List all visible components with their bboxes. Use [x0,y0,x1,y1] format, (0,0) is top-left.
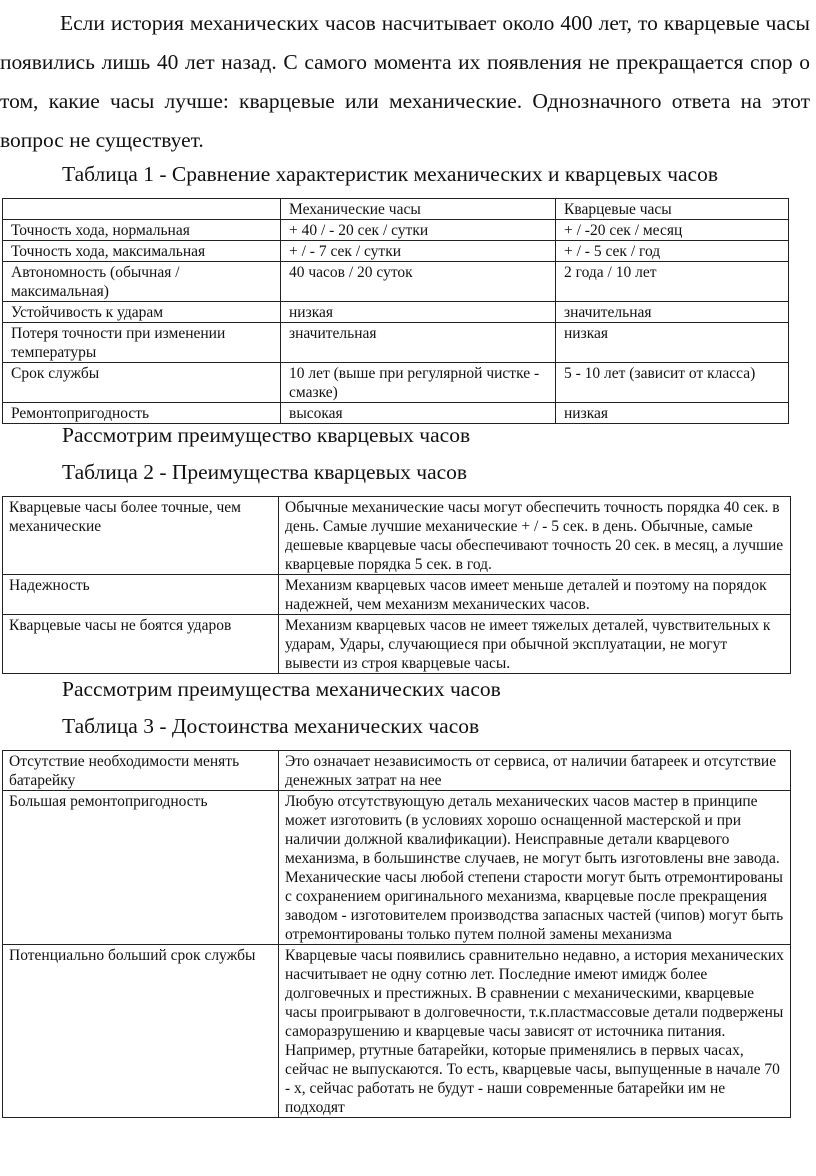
table-cell: + 40 / - 20 сек / сутки [281,220,556,241]
table-cell: Кварцевые часы появились сравнительно недавно, а история механических насчитывает не одну сотню лет. Последние имеют имидж более долговечных и престижных. В сравнении с механическими, кварцевые часы проигрывают в долговечности, т.к.пластмассовые детали подвержены саморазрушению и кварцевые часы зависят от источника питания. Например, ртутные батарейки, которые применялись в первых часах, сейчас не выпускаются. То есть, кварцевые часы, выпущенные в начале 70 - х, сейчас работать не будут - наши современные батарейки им не подходят [279,945,791,1118]
table3-caption: Таблица 3 - Достоинства механических часов [62,714,480,738]
table-cell: Точность хода, максимальная [3,241,281,262]
table-cell: Кварцевые часы не боятся ударов [3,615,279,674]
table-cell: Любую отсутствующую деталь механических часов мастер в принципе может изготовить (в условиях хорошо оснащенной мастерской и при наличии должной квалификации). Неисправные детали кварцевого механизма, в большинстве случаев, не могут быть изготовлены вне завода. Механические часы любой степени старости могут быть отремонтированы с сохранением оригинального механизма, кварцевые после прекращения заводом - изготовителем производства запасных частей (чипов) могут быть отремонтированы только путем полной замены механизма [279,791,791,945]
section-heading-mechanical: Рассмотрим преимущества механических часов [62,677,501,701]
table-cell: 5 - 10 лет (зависит от класса) [556,363,789,403]
table-row [3,363,789,403]
table-cell: значительная [556,302,789,323]
table-cell: низкая [556,323,789,363]
table-cell: низкая [281,302,556,323]
table-cell: Устойчивость к ударам [3,302,281,323]
table-row [3,302,789,323]
table-cell: 10 лет (выше при регулярной чистке - смазке) [281,363,556,403]
table-row [3,791,791,945]
table-row [3,403,789,424]
table-row [3,575,791,615]
table-cell: Потеря точности при изменении температуры [3,323,281,363]
table-row [3,945,791,1118]
table-row [3,615,791,674]
table-cell: + / -20 сек / месяц [556,220,789,241]
table-cell: Отсутствие необходимости менять батарейку [3,751,279,791]
table-row [3,220,789,241]
table-header-cell: Механические часы [281,199,556,220]
quartz-advantages-table [2,496,791,674]
table-cell: Это означает независимость от сервиса, от наличии батареек и отсутствие денежных затрат на нее [279,751,791,791]
table-cell: Точность хода, нормальная [3,220,281,241]
table2-caption: Таблица 2 - Преимущества кварцевых часов [62,460,468,484]
table-row [3,241,789,262]
table-cell: Обычные механические часы могут обеспечить точность порядка 40 сек. в день. Самые лучшие механические + / - 5 сек. в день. Обычные, самые дешевые кварцевые часы обеспечивают точность 20 сек. в месяц, а лучшие кварцевые порядка 5 сек. в год. [279,497,791,575]
table1-caption: Таблица 1 - Сравнение характеристик механических и кварцевых часов [62,162,719,186]
table-cell: 40 часов / 20 суток [281,262,556,302]
table-row [3,751,791,791]
table-cell: Механизм кварцевых часов не имеет тяжелых деталей, чувствительных к ударам, Удары, случающиеся при обычной эксплуатации, не могут вывести из строя кварцевые часы. [279,615,791,674]
table-cell: Потенциально больший срок службы [3,945,279,1118]
table-header-cell: Кварцевые часы [556,199,789,220]
table-row [3,262,789,302]
table-cell: + / - 7 сек / сутки [281,241,556,262]
table-cell: 2 года / 10 лет [556,262,789,302]
table-cell: Механизм кварцевых часов имеет меньше деталей и поэтому на порядок надежней, чем механизм механических часов. [279,575,791,615]
table-header-row [3,199,789,220]
table-cell: Автономность (обычная / максимальная) [3,262,281,302]
table-cell: Надежность [3,575,279,615]
table-cell: Срок службы [3,363,281,403]
table-cell: Большая ремонтопригодность [3,791,279,945]
table-row [3,497,791,575]
table-cell: + / - 5 сек / год [556,241,789,262]
table-cell: значительная [281,323,556,363]
table-cell: Ремонтопригодность [3,403,281,424]
table-row [3,323,789,363]
table-cell [3,199,281,220]
intro-paragraph: Если история механических часов насчитывает около 400 лет, то кварцевые часы появились лишь 40 лет назад. С самого момента их появления не прекращается спор о том, какие часы лучше: кварцевые или механические. Однозначного ответа на этот вопрос не существует. [0,11,810,152]
mechanical-advantages-table [2,750,791,1118]
comparison-table [2,198,789,424]
table-cell: высокая [281,403,556,424]
section-heading-quartz: Рассмотрим преимущество кварцевых часов [62,423,471,447]
table-cell: низкая [556,403,789,424]
table-cell: Кварцевые часы более точные, чем механические [3,497,279,575]
